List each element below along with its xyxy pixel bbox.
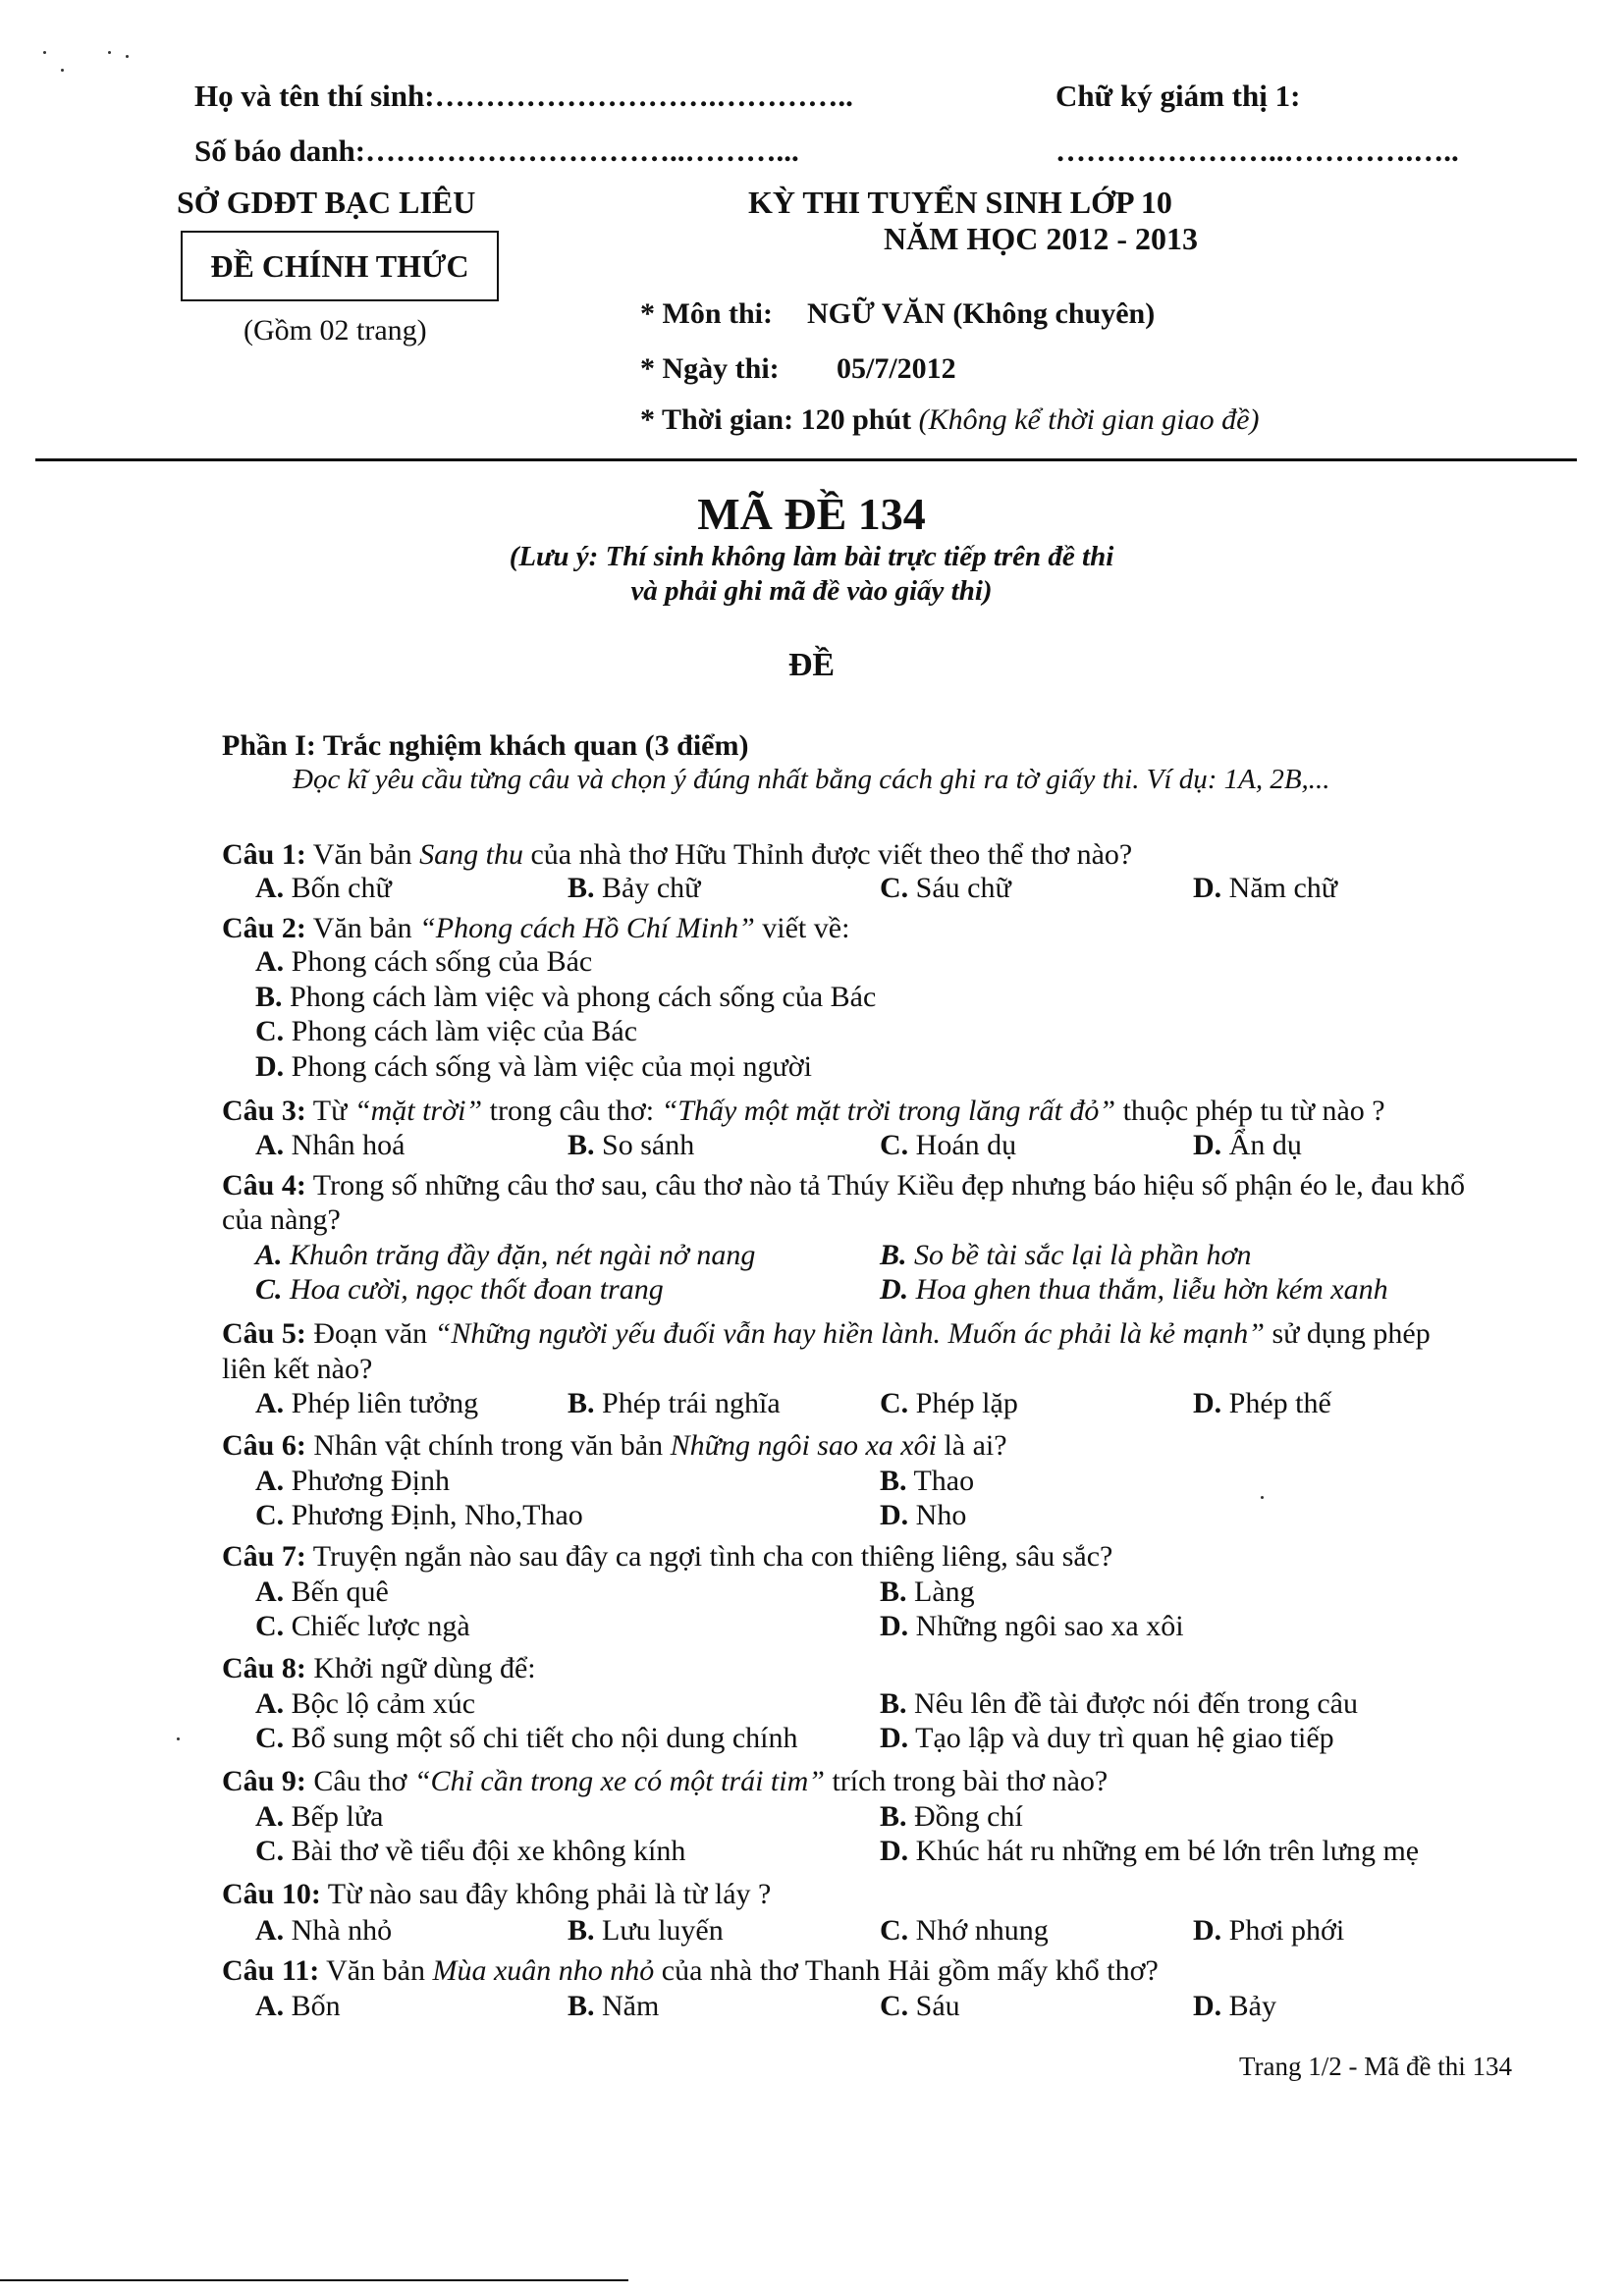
answer-option <box>568 1990 659 2023</box>
answer-option <box>255 1722 797 1755</box>
option-letter: B. <box>568 1914 595 1947</box>
question-text: “Phong cách Hồ Chí Minh” <box>419 912 755 944</box>
question-label: Câu 4: <box>222 1169 306 1201</box>
option-text: Hoa cười, ngọc thốt đoan trang <box>282 1273 664 1306</box>
option-letter: B. <box>568 1129 595 1161</box>
option-text: Phơi phới <box>1221 1914 1345 1947</box>
option-letter: D. <box>880 1722 909 1754</box>
answer-option <box>1193 1129 1302 1162</box>
option-text: So sánh <box>594 1129 695 1161</box>
question-text: Truyện ngắn nào sau đây ca ngợi tình cha con thiêng liêng, sâu sắc? <box>305 1540 1113 1573</box>
subject-value: NGỮ VĂN (Không chuyên) <box>807 297 1156 330</box>
option-letter: B. <box>568 872 595 904</box>
option-text: Sáu chữ <box>908 872 1011 904</box>
question-text: Nhân vật chính trong văn bản <box>305 1429 671 1462</box>
answer-option <box>568 1129 694 1162</box>
option-text: Bếp lửa <box>284 1800 384 1833</box>
part-title: Phần I: Trắc nghiệm khách quan (3 điểm) <box>222 729 749 762</box>
question-stem <box>222 1764 1108 1799</box>
answer-option <box>568 872 700 905</box>
scan-speck <box>108 51 111 54</box>
answer-option <box>880 1465 974 1498</box>
option-letter: A. <box>255 1990 285 2022</box>
option-text: Lưu luyến <box>594 1914 724 1947</box>
option-letter: B. <box>880 1800 907 1833</box>
question-stem <box>222 1651 536 1686</box>
date-label: * Ngày thi: <box>640 352 780 385</box>
time-label: * Thời gian: 120 phút <box>640 403 912 436</box>
question-label: Câu 5: <box>222 1317 306 1350</box>
question-text: Trong số những câu thơ sau, câu thơ nào tả Thúy Kiều đẹp nhưng báo hiệu số phận éo le, đau khổ <box>305 1169 1466 1201</box>
option-letter: B. <box>880 1239 907 1271</box>
option-text: Nêu lên đề tài được nói đến trong câu <box>906 1687 1358 1720</box>
answer-option <box>880 1499 966 1532</box>
answer-option <box>880 1835 1419 1868</box>
answer-option <box>1193 1387 1331 1420</box>
option-text: Phép lặp <box>908 1387 1018 1419</box>
option-text: Năm <box>594 1990 660 2022</box>
time-note: (Không kể thời gian giao đề) <box>918 403 1260 436</box>
supervisor-signature-dots: …………………..………….….. <box>1055 133 1459 168</box>
option-letter: B. <box>880 1687 907 1720</box>
option-letter: A. <box>255 872 285 904</box>
answer-option <box>255 1800 383 1834</box>
option-letter: B. <box>255 980 283 1013</box>
option-letter: D. <box>880 1499 909 1531</box>
option-letter: D. <box>1193 1914 1222 1947</box>
part-instruction: Đọc kĩ yêu cầu từng câu và chọn ý đúng nhất bằng cách ghi ra tờ giấy thi. Ví dụ: 1A, 2B,... <box>293 764 1330 795</box>
answer-option <box>880 1800 1023 1834</box>
option-letter: B. <box>568 1990 595 2022</box>
exam-note-line1: (Lưu ý: Thí sinh không làm bài trực tiếp trên đề thi <box>509 541 1114 572</box>
option-text: Làng <box>906 1575 975 1608</box>
date-value: 05/7/2012 <box>837 352 956 385</box>
option-text: Đồng chí <box>906 1800 1023 1833</box>
time-line <box>640 403 1259 437</box>
option-letter: C. <box>255 1835 285 1867</box>
option-text: Sáu <box>908 1990 960 2022</box>
answer-option <box>880 1239 1252 1272</box>
option-text: Nhà nhỏ <box>284 1914 393 1947</box>
option-text: Hoa ghen thua thắm, liễu hờn kém xanh <box>908 1273 1388 1306</box>
bottom-rule <box>0 2279 628 2281</box>
option-text: Năm chữ <box>1221 872 1338 904</box>
scan-speck <box>43 51 46 54</box>
option-text: Bến quê <box>284 1575 389 1608</box>
question-text: viết về: <box>754 912 850 944</box>
option-text: Bốn chữ <box>284 872 392 904</box>
option-letter: C. <box>880 1914 909 1947</box>
question-text: thuộc phép tu từ nào ? <box>1115 1095 1385 1127</box>
question-text: Văn bản <box>305 838 420 871</box>
official-exam-label: ĐỀ CHÍNH THỨC <box>210 247 469 284</box>
department-name: SỞ GDĐT BẠC LIÊU <box>177 185 476 220</box>
question-label: Câu 3: <box>222 1095 306 1127</box>
option-text: Bài thơ về tiểu đội xe không kính <box>284 1835 686 1867</box>
option-text: Nhớ nhung <box>908 1914 1049 1947</box>
section-title: ĐỀ <box>787 647 836 683</box>
option-letter: A. <box>255 945 285 978</box>
option-letter: D. <box>1193 1990 1222 2022</box>
question-label: Câu 8: <box>222 1652 306 1684</box>
option-letter: B. <box>880 1575 907 1608</box>
question-text: Văn bản <box>305 912 420 944</box>
answer-option <box>255 1990 341 2023</box>
answer-option <box>568 1387 781 1420</box>
option-text: Phong cách sống và làm việc của mọi người <box>284 1049 813 1083</box>
answer-option <box>255 1387 478 1420</box>
answer-option <box>255 1129 405 1162</box>
option-text: Phép liên tưởng <box>284 1387 479 1419</box>
answer-option <box>255 872 392 905</box>
option-letter: A. <box>255 1387 285 1419</box>
question-stem <box>222 1094 1385 1129</box>
option-letter: C. <box>255 1610 285 1642</box>
answer-option <box>880 1129 1016 1162</box>
answer-option <box>255 1835 685 1868</box>
option-letter: D. <box>255 1049 285 1083</box>
question-stem <box>222 1428 1007 1464</box>
answer-option <box>880 1575 975 1609</box>
scan-speck <box>126 55 129 58</box>
option-letter: D. <box>880 1610 909 1642</box>
option-letter: C. <box>880 1129 909 1161</box>
option-text: So bề tài sắc lại là phần hơn <box>906 1239 1252 1271</box>
answer-option <box>255 1610 470 1643</box>
answer-option <box>880 1722 1334 1755</box>
option-text: Tạo lập và duy trì quan hệ giao tiếp <box>908 1722 1334 1754</box>
option-text: Phương Định <box>284 1465 450 1497</box>
option-letter: C. <box>255 1273 283 1306</box>
option-letter: A. <box>255 1239 283 1271</box>
option-text: Nhân hoá <box>284 1129 406 1161</box>
question-text: Từ <box>305 1095 354 1127</box>
question-text: của nhà thơ Thanh Hải gồm mấy khổ thơ? <box>654 1954 1159 1987</box>
question-text: “Chỉ cần trong xe có một trái tim” <box>413 1765 825 1797</box>
question-text: Văn bản <box>319 1954 433 1987</box>
pages-note: (Gồm 02 trang) <box>243 314 427 347</box>
option-letter: C. <box>255 1015 285 1047</box>
answer-option <box>255 1914 392 1948</box>
option-letter: D. <box>1193 1129 1222 1161</box>
question-text: của nhà thơ Hữu Thỉnh được viết theo thể thơ nào? <box>522 838 1133 871</box>
subject-label: * Môn thi: <box>640 297 773 330</box>
question-text-continued: liên kết nào? <box>222 1353 373 1385</box>
option-letter: D. <box>880 1273 909 1306</box>
answer-option <box>255 1050 812 1084</box>
option-text: Khúc hát ru những em bé lớn trên lưng mẹ <box>908 1835 1420 1867</box>
scan-speck <box>177 1737 180 1740</box>
answer-option <box>1193 1990 1276 2023</box>
option-text: Ẩn dụ <box>1221 1129 1302 1161</box>
option-text: Phương Định, Nho,Thao <box>284 1499 583 1531</box>
option-letter: A. <box>255 1129 285 1161</box>
question-label: Câu 2: <box>222 912 306 944</box>
option-letter: A. <box>255 1687 285 1720</box>
header-divider <box>35 458 1577 461</box>
question-label: Câu 6: <box>222 1429 306 1462</box>
question-text: Đoạn văn <box>305 1317 435 1350</box>
exam-code-title: MÃ ĐỀ 134 <box>697 489 926 539</box>
question-text: “mặt trời” <box>353 1095 483 1127</box>
option-text: Nho <box>908 1499 967 1531</box>
answer-option <box>255 1015 637 1048</box>
option-text: Phong cách làm việc của Bác <box>284 1015 638 1047</box>
option-text: Hoán dụ <box>908 1129 1017 1161</box>
question-text: trích trong bài thơ nào? <box>824 1765 1109 1797</box>
answer-option <box>255 1687 475 1721</box>
question-stem <box>222 1539 1112 1575</box>
answer-option <box>880 1387 1018 1420</box>
option-letter: C. <box>880 1990 909 2022</box>
question-text: “Thấy một mặt trời trong lăng rất đỏ” <box>661 1095 1116 1127</box>
question-label: Câu 7: <box>222 1540 306 1573</box>
option-letter: A. <box>255 1465 285 1497</box>
option-text: Phép thế <box>1221 1387 1331 1419</box>
question-stem <box>222 1168 1465 1203</box>
answer-option <box>1193 1914 1344 1948</box>
page-footer: Trang 1/2 - Mã đề thi 134 <box>1239 2052 1512 2081</box>
candidate-name-line: Họ và tên thí sinh:……………………….………….. <box>194 79 853 113</box>
option-letter: C. <box>255 1722 285 1754</box>
option-text: Phong cách làm việc và phong cách sống của Bác <box>282 980 877 1013</box>
option-text: Khuôn trăng đầy đặn, nét ngài nở nang <box>282 1239 756 1271</box>
question-text-continued: của nàng? <box>222 1203 341 1236</box>
supervisor-signature-label: Chữ ký giám thị 1: <box>1055 79 1301 113</box>
option-letter: C. <box>255 1499 285 1531</box>
option-text: Những ngôi sao xa xôi <box>908 1610 1184 1642</box>
question-text: Khởi ngữ dùng để: <box>305 1652 536 1684</box>
option-letter: B. <box>568 1387 595 1419</box>
option-text: Bảy chữ <box>594 872 701 904</box>
option-letter: A. <box>255 1800 285 1833</box>
option-text: Thao <box>906 1465 975 1497</box>
option-text: Bốn <box>284 1990 341 2022</box>
answer-option <box>880 1687 1358 1721</box>
exam-title: KỲ THI TUYỂN SINH LỚP 10 <box>748 185 1172 220</box>
answer-option <box>255 1499 583 1532</box>
question-text: là ai? <box>936 1429 1007 1462</box>
option-letter: C. <box>880 872 909 904</box>
answer-option <box>255 1575 389 1609</box>
question-stem <box>222 1953 1159 1989</box>
option-text: Bảy <box>1221 1990 1276 2022</box>
school-year: NĂM HỌC 2012 - 2013 <box>884 221 1198 256</box>
option-text: Bổ sung một số chi tiết cho nội dung chính <box>284 1722 798 1754</box>
question-label: Câu 10: <box>222 1878 321 1910</box>
scan-speck <box>61 69 64 72</box>
option-letter: B. <box>880 1465 907 1497</box>
answer-option <box>1193 872 1337 905</box>
scan-speck <box>1261 1496 1264 1499</box>
answer-option <box>880 872 1011 905</box>
option-letter: C. <box>880 1387 909 1419</box>
question-text: sử dụng phép <box>1264 1317 1431 1350</box>
question-label: Câu 11: <box>222 1954 320 1987</box>
answer-option <box>255 1465 450 1498</box>
question-text: “Những người yếu đuối vẫn hay hiền lành. Muốn ác phải là kẻ mạnh” <box>434 1317 1265 1350</box>
option-letter: A. <box>255 1914 285 1947</box>
option-text: Phong cách sống của Bác <box>284 945 593 978</box>
option-letter: A. <box>255 1575 285 1608</box>
exam-note-line2: và phải ghi mã đề vào giấy thi) <box>630 575 993 607</box>
option-letter: D. <box>1193 872 1222 904</box>
exam-number-line: Số báo danh:…………………………..………... <box>194 133 799 168</box>
answer-option <box>880 1273 1388 1307</box>
option-text: Phép trái nghĩa <box>594 1387 781 1419</box>
answer-option <box>880 1914 1049 1948</box>
question-stem <box>222 1877 771 1912</box>
answer-option <box>255 981 876 1014</box>
answer-option <box>880 1610 1184 1643</box>
question-label: Câu 1: <box>222 838 306 871</box>
question-text: Từ nào sau đây không phải là từ láy ? <box>320 1878 772 1910</box>
answer-option <box>255 945 592 979</box>
question-text: Câu thơ <box>305 1765 414 1797</box>
option-letter: D. <box>880 1835 909 1867</box>
answer-option <box>255 1239 755 1272</box>
question-stem <box>222 1316 1431 1352</box>
question-label: Câu 9: <box>222 1765 306 1797</box>
answer-option <box>568 1914 724 1948</box>
question-stem <box>222 837 1132 873</box>
official-exam-box <box>181 231 499 301</box>
option-letter: D. <box>1193 1387 1222 1419</box>
question-stem <box>222 911 849 946</box>
question-text: Mùa xuân nho nhỏ <box>432 1954 655 1987</box>
answer-option <box>880 1990 960 2023</box>
question-text: trong câu thơ: <box>482 1095 662 1127</box>
question-text: Sang thu <box>419 838 523 871</box>
answer-option <box>255 1273 664 1307</box>
option-text: Bộc lộ cảm xúc <box>284 1687 476 1720</box>
question-text: Những ngôi sao xa xôi <box>670 1429 937 1462</box>
option-text: Chiếc lược ngà <box>284 1610 470 1642</box>
